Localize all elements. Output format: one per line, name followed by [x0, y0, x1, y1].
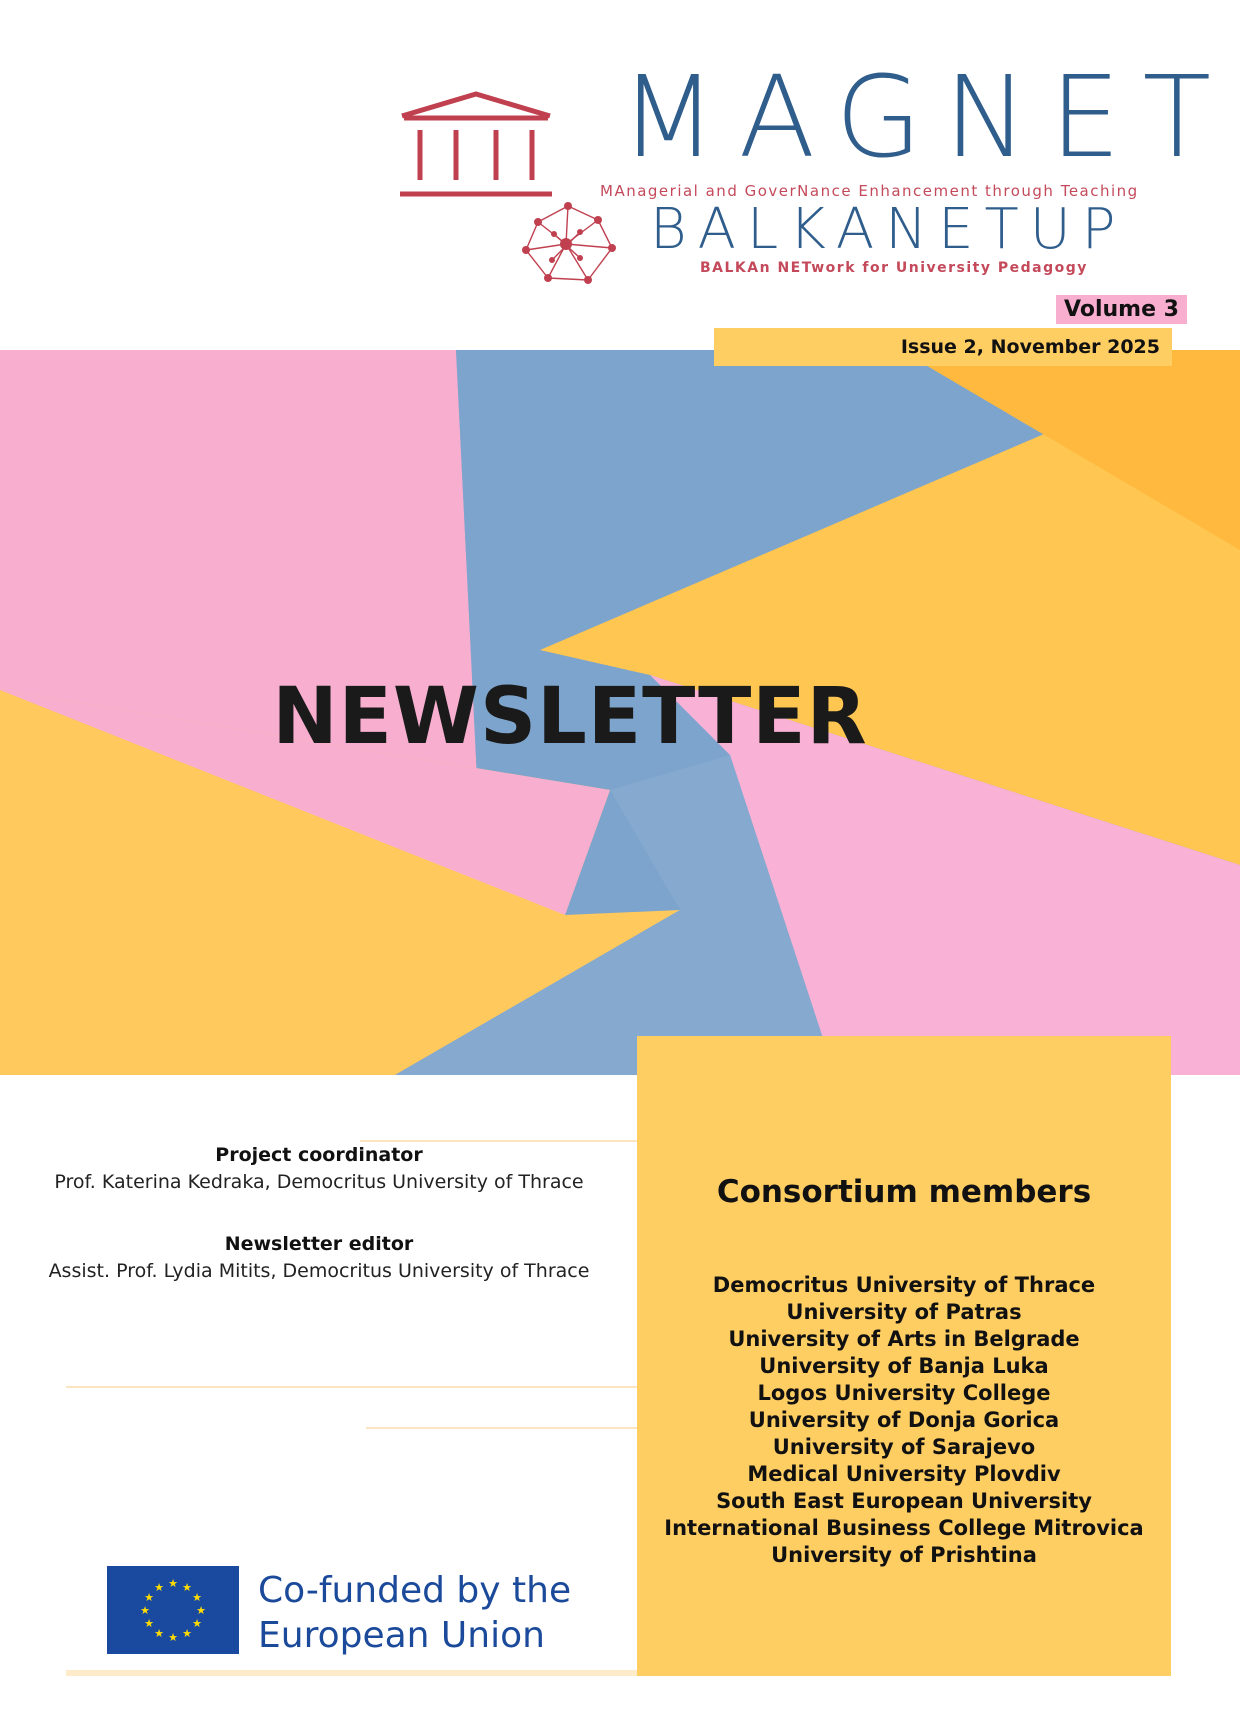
balkanetup-title: BALKANETUP — [650, 197, 1127, 262]
svg-text:★: ★ — [154, 1581, 164, 1594]
eu-flag-icon — [107, 1566, 239, 1654]
consortium-member: Medical University Plovdiv — [747, 1462, 1061, 1486]
eu-funding-line2: European Union — [258, 1615, 545, 1656]
svg-text:★: ★ — [182, 1627, 192, 1640]
newsletter-title: NEWSLETTER — [272, 672, 868, 762]
editor-name: Assist. Prof. Lydia Mitits, Democritus University of Thrace — [48, 1260, 590, 1282]
magnet-title: MAGNET — [620, 53, 1234, 183]
coordinator-name: Prof. Katerina Kedraka, Democritus University of Thrace — [54, 1171, 584, 1193]
consortium-member: University of Banja Luka — [759, 1354, 1049, 1378]
consortium-member: South East European University — [716, 1489, 1092, 1513]
svg-text:★: ★ — [144, 1617, 154, 1630]
consortium-member-list — [637, 1272, 1171, 1569]
svg-text:★: ★ — [192, 1617, 202, 1630]
volume-label: Volume 3 — [1056, 295, 1187, 324]
svg-text:★: ★ — [154, 1627, 164, 1640]
network-logo-icon — [518, 200, 618, 288]
divider — [360, 1140, 650, 1142]
svg-text:★: ★ — [168, 1631, 178, 1644]
svg-text:★: ★ — [196, 1604, 206, 1617]
divider — [66, 1386, 650, 1388]
consortium-member: International Business College Mitrovica — [664, 1516, 1144, 1540]
issue-label: Issue 2, November 2025 — [900, 336, 1160, 358]
divider — [366, 1427, 650, 1429]
divider — [66, 1670, 650, 1676]
consortium-title: Consortium members — [716, 1174, 1092, 1210]
balkanetup-subtitle: BALKAn NETwork for University Pedagogy — [700, 260, 1088, 276]
consortium-member: University of Donja Gorica — [748, 1408, 1060, 1432]
consortium-member: University of Arts in Belgrade — [728, 1327, 1080, 1351]
magnet-subtitle: MAnagerial and GoverNance Enhancement through Teaching — [600, 182, 1139, 200]
svg-text:★: ★ — [144, 1591, 154, 1604]
consortium-member: Logos University College — [757, 1381, 1051, 1405]
temple-logo-icon — [398, 90, 554, 200]
editor-heading: Newsletter editor — [224, 1233, 414, 1255]
consortium-member: Democritus University of Thrace — [712, 1273, 1096, 1297]
svg-text:★: ★ — [168, 1577, 178, 1590]
coordinator-heading: Project coordinator — [215, 1144, 423, 1166]
svg-text:★: ★ — [140, 1604, 150, 1617]
svg-text:★: ★ — [192, 1591, 202, 1604]
eu-funding-line1: Co-funded by the — [258, 1570, 572, 1611]
consortium-member: University of Prishtina — [771, 1543, 1037, 1567]
consortium-member: University of Patras — [786, 1300, 1022, 1324]
svg-text:★: ★ — [182, 1581, 192, 1594]
eu-funding-text — [258, 1568, 571, 1658]
consortium-member: University of Sarajevo — [772, 1435, 1036, 1459]
